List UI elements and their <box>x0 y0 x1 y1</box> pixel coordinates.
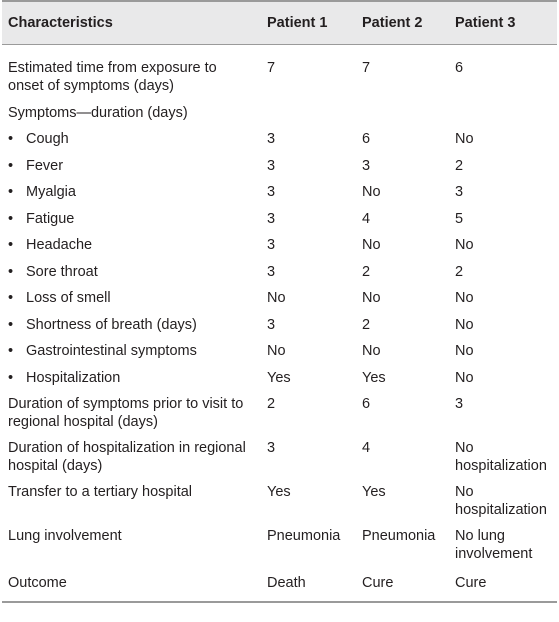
table-row <box>2 231 557 258</box>
patient-1-value <box>261 99 356 126</box>
patient-1-value: 3 <box>267 210 276 227</box>
patient-3-value: No <box>455 131 474 147</box>
patient-3-value: 2 <box>455 157 464 174</box>
table-row <box>2 311 557 338</box>
patient-3-value: 6 <box>455 60 464 76</box>
table-row <box>2 125 557 152</box>
bullet-icon: • <box>8 369 14 386</box>
row-label: Duration of hospitalization in regional hospital (days) <box>8 440 246 474</box>
row-label-cell <box>2 178 261 205</box>
row-label-cell <box>2 522 261 566</box>
table-row <box>2 284 557 311</box>
patient-2-value: No <box>362 290 381 306</box>
patient-characteristics-table <box>2 0 557 603</box>
patient-3-value: No <box>455 369 474 386</box>
row-label: Symptoms—duration (days) <box>8 104 188 121</box>
patient-3-value: No hospitalization <box>455 440 547 474</box>
row-label-cell <box>2 311 261 338</box>
row-label-cell <box>2 434 261 478</box>
table-row <box>2 566 557 602</box>
header-patient-1: Patient 1 <box>261 1 356 45</box>
patient-3-value: 2 <box>455 263 464 280</box>
row-label-cell <box>2 566 261 602</box>
row-label: Estimated time from exposure to onset of symptoms (days) <box>8 60 217 94</box>
row-label-cell <box>2 478 261 522</box>
table-header <box>2 1 557 45</box>
patient-1-value: 7 <box>267 60 276 76</box>
table-row <box>2 337 557 364</box>
patient-2-value: No <box>362 184 381 200</box>
patient-3-value: No <box>455 316 474 333</box>
row-label: Outcome <box>8 575 67 591</box>
patient-3-value: 3 <box>455 184 464 200</box>
row-label-cell <box>2 364 261 391</box>
row-label: Shortness of breath (days) <box>26 316 197 333</box>
table-body <box>2 45 557 603</box>
bullet-icon: • <box>8 343 14 359</box>
header-patient-3: Patient 3 <box>449 1 557 45</box>
patient-1-value: 3 <box>267 237 276 253</box>
patient-3-value: Cure <box>449 566 557 602</box>
patient-1-value: No <box>267 343 286 359</box>
patient-2-value: 4 <box>362 210 371 227</box>
patient-2-value: Cure <box>356 566 449 602</box>
patient-2-value <box>356 99 449 126</box>
patient-2-value: 6 <box>362 396 371 412</box>
patient-3-value: No <box>455 343 474 359</box>
patient-1-value: Death <box>261 566 356 602</box>
row-label: Loss of smell <box>26 290 111 306</box>
header-characteristics: Characteristics <box>2 1 261 45</box>
row-label: Sore throat <box>26 263 98 280</box>
patient-2-value: Yes <box>362 369 386 386</box>
row-label: Duration of symptoms prior to visit to regional hospital (days) <box>8 396 244 430</box>
patient-1-value: 3 <box>267 316 276 333</box>
patient-1-value: 3 <box>267 131 276 147</box>
row-label-cell <box>2 152 261 179</box>
patient-2-value: No <box>362 237 381 253</box>
table-row <box>2 45 557 99</box>
bullet-icon: • <box>8 263 14 280</box>
patient-3-value: 5 <box>455 210 464 227</box>
row-label-cell <box>2 258 261 285</box>
row-label-cell <box>2 45 261 99</box>
row-label: Lung involvement <box>8 528 122 544</box>
row-label-cell <box>2 390 261 434</box>
row-label: Gastrointestinal symptoms <box>26 343 197 359</box>
table-row <box>2 478 557 522</box>
row-label-cell <box>2 99 261 126</box>
patient-1-value: 3 <box>267 440 276 456</box>
patient-1-value: Yes <box>267 369 291 386</box>
row-label: Fatigue <box>26 210 75 227</box>
patient-2-value: 2 <box>362 316 371 333</box>
row-label-cell <box>2 284 261 311</box>
table-row <box>2 178 557 205</box>
table-row <box>2 205 557 232</box>
bullet-icon: • <box>8 184 14 200</box>
patient-2-value: Pneumonia <box>362 528 436 544</box>
header-row <box>2 1 557 45</box>
patient-2-value: 3 <box>362 157 371 174</box>
row-label-cell <box>2 125 261 152</box>
patient-1-value: 3 <box>267 157 276 174</box>
patient-3-value: No lung involvement <box>455 528 533 562</box>
row-label: Cough <box>26 131 69 147</box>
patient-1-value: No <box>267 290 286 306</box>
row-label: Headache <box>26 237 93 253</box>
header-patient-2: Patient 2 <box>356 1 449 45</box>
patient-3-value: No <box>455 290 474 306</box>
patient-1-value: 3 <box>267 184 276 200</box>
bullet-icon: • <box>8 316 14 333</box>
patient-2-value: 6 <box>362 131 371 147</box>
bullet-icon: • <box>8 157 14 174</box>
patient-2-value: 4 <box>362 440 371 456</box>
row-label: Hospitalization <box>26 369 121 386</box>
row-label: Myalgia <box>26 184 76 200</box>
patient-1-value: Yes <box>267 484 291 500</box>
patient-1-value: 3 <box>267 263 276 280</box>
bullet-icon: • <box>8 237 14 253</box>
bullet-icon: • <box>8 210 14 227</box>
patient-3-value: No <box>455 237 474 253</box>
patient-1-value: 2 <box>267 396 276 412</box>
patient-3-value <box>449 99 557 126</box>
patient-2-value: No <box>362 343 381 359</box>
patient-2-value: 2 <box>362 263 371 280</box>
bullet-icon: • <box>8 131 14 147</box>
table-row <box>2 99 557 126</box>
patient-2-value: Yes <box>362 484 386 500</box>
table-row <box>2 258 557 285</box>
table-row <box>2 522 557 566</box>
table-row <box>2 152 557 179</box>
row-label-cell <box>2 337 261 364</box>
row-label-cell <box>2 205 261 232</box>
patient-3-value: No hospitalization <box>455 484 547 518</box>
patient-3-value: 3 <box>455 396 464 412</box>
row-label: Fever <box>26 157 64 174</box>
patient-1-value: Pneumonia <box>267 528 341 544</box>
table-row <box>2 364 557 391</box>
bullet-icon: • <box>8 290 14 306</box>
table-row <box>2 434 557 478</box>
patient-2-value: 7 <box>362 60 371 76</box>
row-label-cell <box>2 231 261 258</box>
row-label: Transfer to a tertiary hospital <box>8 484 193 500</box>
table-row <box>2 390 557 434</box>
